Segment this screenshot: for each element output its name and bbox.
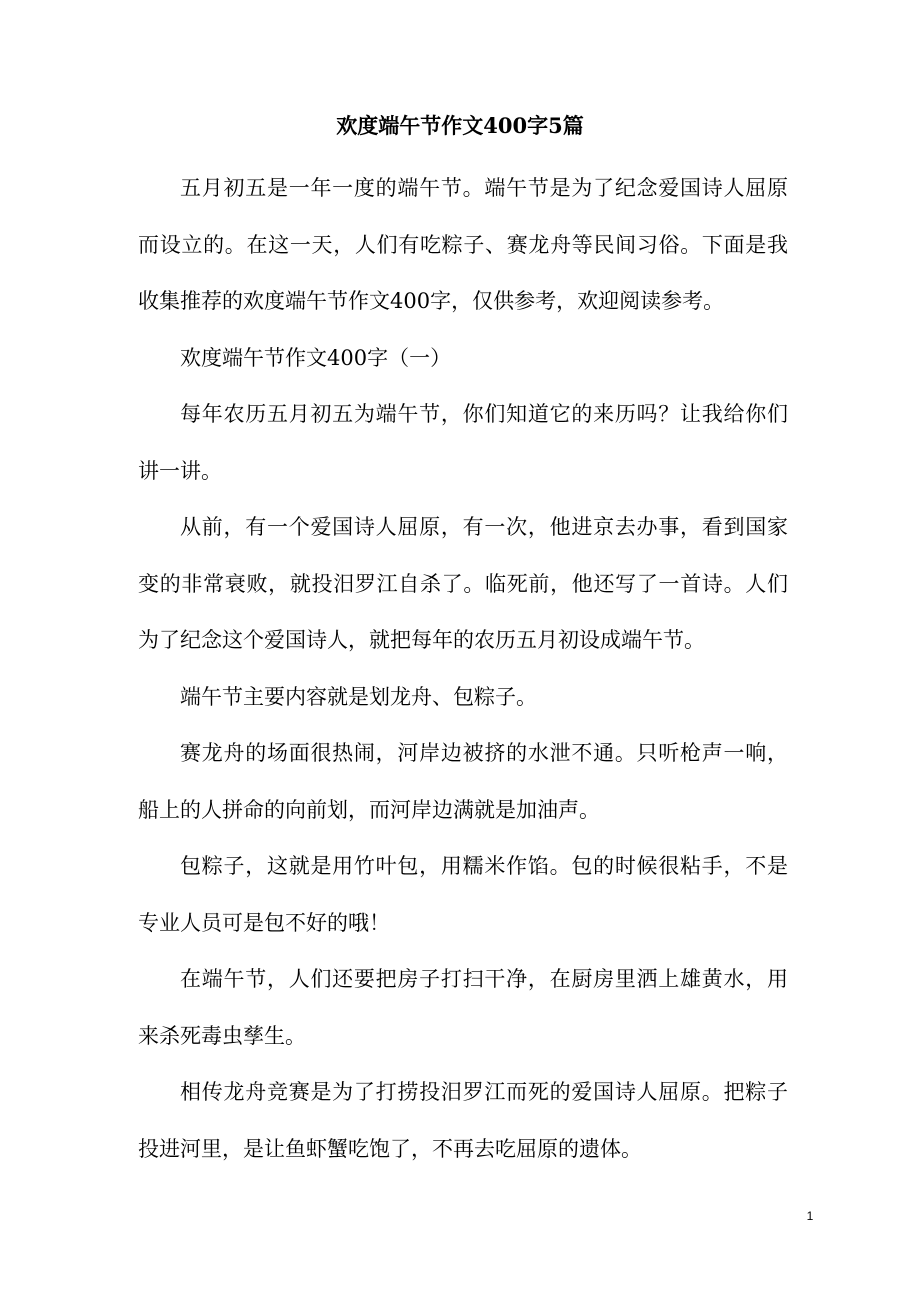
paragraph: 包粽子，这就是用竹叶包，用糯米作馅。包的时候很粘手，不是专业人员可是包不好的哦！ <box>138 854 788 935</box>
paragraph-intro: 五月初五是一年一度的端午节。端午节是为了纪念爱国诗人屈原而设立的。在这一天，人们有吃粽子、赛龙舟等民间习俗。下面是我收集推荐的欢度端午节作文400字，仅供参考，欢迎阅读参考。 <box>138 176 788 313</box>
paragraph: 端午节主要内容就是划龙舟、包粽子。 <box>180 684 537 709</box>
paragraph: 赛龙舟的场面很热闹，河岸边被挤的水泄不通。只听枪声一响，船上的人拼命的向前划，而河岸边满就是加油声。 <box>138 741 788 822</box>
paragraph: 从前，有一个爱国诗人屈原，有一次，他进京去办事，看到国家变的非常衰败，就投汨罗江自杀了。临死前，他还写了一首诗。人们为了纪念这个爱国诗人，就把每年的农历五月初设成端午节。 <box>138 515 788 652</box>
page-number: 1 <box>806 1209 814 1223</box>
paragraph: 相传龙舟竞赛是为了打捞投汨罗江而死的爱国诗人屈原。把粽子投进河里，是让鱼虾蟹吃饱了，不再去吃屈原的遗体。 <box>138 1080 788 1161</box>
document-title: 欢度端午节作文400字5篇 <box>336 113 584 138</box>
document-body <box>138 160 788 1177</box>
paragraph: 在端午节，人们还要把房子打扫干净，在厨房里洒上雄黄水，用来杀死毒虫孳生。 <box>138 967 788 1048</box>
paragraph-section-heading: 欢度端午节作文400字（一） <box>180 345 452 370</box>
paragraph: 每年农历五月初五为端午节，你们知道它的来历吗？让我给你们讲一讲。 <box>138 402 788 483</box>
